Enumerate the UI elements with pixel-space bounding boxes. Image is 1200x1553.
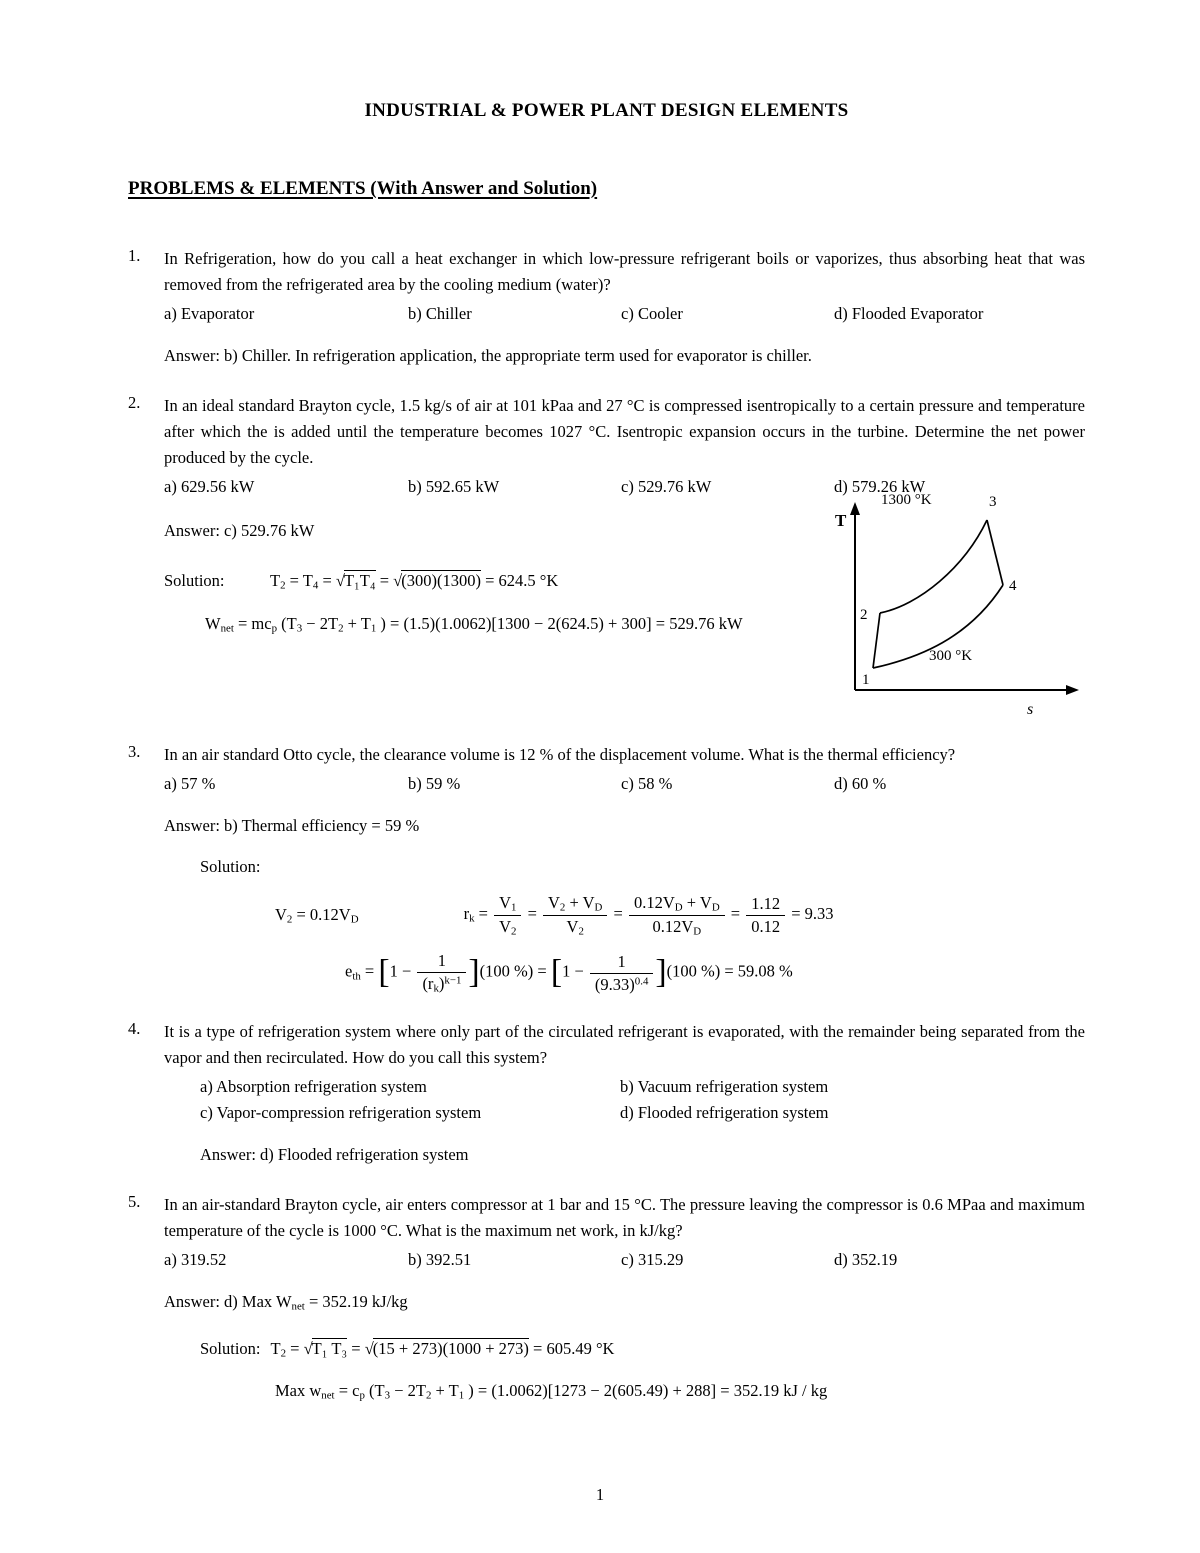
problem-4: [128, 1019, 1085, 1168]
choice-c: c) 58 %: [621, 773, 673, 793]
problem-3-text: In an air standard Otto cycle, the clearance volume is 12 % of the displacement volume. What is the thermal efficiency?: [164, 744, 956, 764]
problem-5-answer: Answer: d) Max Wnet = 352.19 kJ/kg: [164, 1291, 408, 1313]
solution-label: Solution:: [164, 570, 225, 590]
problem-2-solution-line: [164, 570, 801, 592]
choice-d: d) 352.19: [834, 1249, 898, 1269]
problem-4-body: [164, 1019, 1085, 1168]
page-number: 1: [595, 1485, 605, 1504]
problem-1-answer: Answer: b) Chiller. In refrigeration application, the appropriate term used for evaporator is chiller.: [164, 345, 812, 365]
equation-t2: T2 = T4 = √T₁T₄ = √(300)(1300) = 624.5 °K: [270, 570, 559, 592]
problem-2-number: 2.: [128, 392, 141, 412]
equation-wnet: Wnet = mcp (T3 − 2T2 + T1 ) = (1.5)(1.0062)[1300 − 2(624.5) + 300] = 529.76 kW: [205, 613, 743, 635]
choice-b: b) 392.51: [408, 1249, 472, 1269]
equation-max-wnet: Max wnet = cp (T3 − 2T2 + T1 ) = (1.0062)[1273 − 2(605.49) + 288] = 352.19 kJ / kg: [275, 1381, 828, 1403]
problem-4-choices: [164, 1074, 1085, 1126]
diagram-point-1-label: 1: [862, 671, 870, 688]
cycle-expansion-line: [987, 520, 1003, 585]
diagram-label-300k: 300 °K: [929, 647, 973, 664]
problem-5-choices: [164, 1247, 1085, 1273]
problem-4-answer: Answer: d) Flooded refrigeration system: [200, 1144, 469, 1164]
equation-v2: V2 = 0.12VD: [275, 904, 359, 926]
choice-a: a) 319.52: [164, 1249, 227, 1269]
choice-a: a) 629.56 kW: [164, 476, 255, 496]
choice-d: d) Flooded Evaporator: [834, 303, 984, 323]
section-heading-text: PROBLEMS & ELEMENTS (With Answer and Solution): [128, 178, 598, 199]
problem-2-body: [164, 393, 1085, 718]
problem-1-text: In Refrigeration, how do you call a heat exchanger in which low-pressure refrigerant boils or vaporizes, thus absorbing heat that was removed from the refrigerated area by the cooling medium (water)?: [164, 249, 1085, 294]
cycle-compression-line: [873, 613, 880, 668]
problem-2-diagram-area: [817, 491, 1085, 718]
problem-2-text: In an ideal standard Brayton cycle, 1.5 kg/s of air at 101 kPaa and 27 °C is compressed isentropically to a certain pressure and temperature after which the is added until the temperature becomes 1027 °C. Isentropic expansion occurs in the turbine. Determine the net power produced by the cycle.: [164, 395, 1085, 467]
section-heading: [128, 178, 1085, 200]
ts-diagram: [829, 490, 1085, 718]
problem-2-solution-area: [164, 491, 1085, 718]
problem-2-answer: Answer: c) 529.76 kW: [164, 520, 315, 540]
choice-d: d) Flooded refrigeration system: [620, 1102, 829, 1122]
choice-c: c) Cooler: [621, 303, 683, 323]
problem-5: [128, 1192, 1085, 1402]
problem-3: [128, 742, 1085, 995]
diagram-t-axis-label: T: [835, 510, 847, 530]
solution-label: Solution:: [200, 1338, 261, 1358]
problem-5-solution-line: [164, 1338, 1085, 1360]
choice-c: c) 529.76 kW: [621, 476, 712, 496]
problem-1-choices: [164, 301, 1085, 327]
equation-rk: rk = $\frac{V1}{V2}$ = $\frac{V2 + VD}{V2}$ = $\frac{0.12VD + VD}{0.12VD}$ = $\frac{1.12}{0.12}$ = 9.33: [463, 892, 834, 938]
diagram-point-2-label: 2: [860, 606, 868, 623]
page-title: INDUSTRIAL & POWER PLANT DESIGN ELEMENTS: [364, 100, 849, 121]
problem-1-number: 1.: [128, 246, 141, 265]
choice-c: c) 315.29: [621, 1249, 684, 1269]
problem-5-body: [164, 1192, 1085, 1402]
diagram-label-1300k: 1300 °K: [881, 491, 932, 508]
problem-5-number: 5.: [128, 1191, 141, 1211]
choice-b: b) 592.65 kW: [408, 476, 500, 496]
problem-2-solution-left: [164, 502, 817, 718]
equation-t2: T2 = √T₁ T₃ = √(15 + 273)(1000 + 273) = 605.49 °K: [270, 1338, 615, 1360]
problem-1-body: [164, 246, 1085, 369]
problem-2: [128, 393, 1085, 718]
problem-4-number: 4.: [128, 1018, 141, 1038]
choice-b: b) 59 %: [408, 773, 461, 793]
problem-3-body: [164, 742, 1085, 995]
choice-d: d) 60 %: [834, 773, 887, 793]
problem-5-text: In an air-standard Brayton cycle, air enters compressor at 1 bar and 15 °C. The pressure leaving the compressor is 0.6 MPaa and maximum temperature of the cycle is 1000 °C. What is the maximum net work, in kJ/kg?: [164, 1194, 1085, 1240]
choice-a: a) Evaporator: [164, 303, 255, 323]
problem-3-answer: Answer: b) Thermal efficiency = 59 %: [164, 815, 420, 835]
choice-d: d) 579.26 kW: [834, 476, 926, 496]
solution-label: Solution:: [200, 856, 261, 876]
choice-c: c) Vapor-compression refrigeration system: [200, 1102, 482, 1122]
choice-b: b) Chiller: [408, 303, 472, 323]
problem-3-number: 3.: [128, 741, 141, 761]
diagram-point-3-label: 3: [989, 493, 997, 510]
problem-1: [128, 246, 1085, 369]
problem-4-text: It is a type of refrigeration system where only part of the circulated refrigerant is evaporated, with the remainder being separated from the vapor and then recirculated. How do you call this system?: [164, 1021, 1085, 1067]
choice-b: b) Vacuum refrigeration system: [620, 1076, 829, 1096]
t-axis-arrow: [850, 502, 860, 515]
cycle-heat-addition-curve: [880, 520, 987, 613]
diagram-s-axis-label: s: [1027, 700, 1034, 718]
equation-eth: eth = [1 − $\frac{1}{(rk)^{k-1}}$ ](100 %) = [1 − $\frac{1}{(9.33)^{0.4}}$ ](100 %) = 59.08 %: [345, 951, 793, 995]
diagram-point-4-label: 4: [1009, 577, 1017, 594]
choice-a: a) 57 %: [164, 773, 216, 793]
choice-a: a) Absorption refrigeration system: [200, 1076, 427, 1096]
s-axis-arrow: [1066, 685, 1079, 695]
problem-3-choices: [164, 771, 1085, 797]
problem-3-equation-row: [164, 893, 1085, 937]
